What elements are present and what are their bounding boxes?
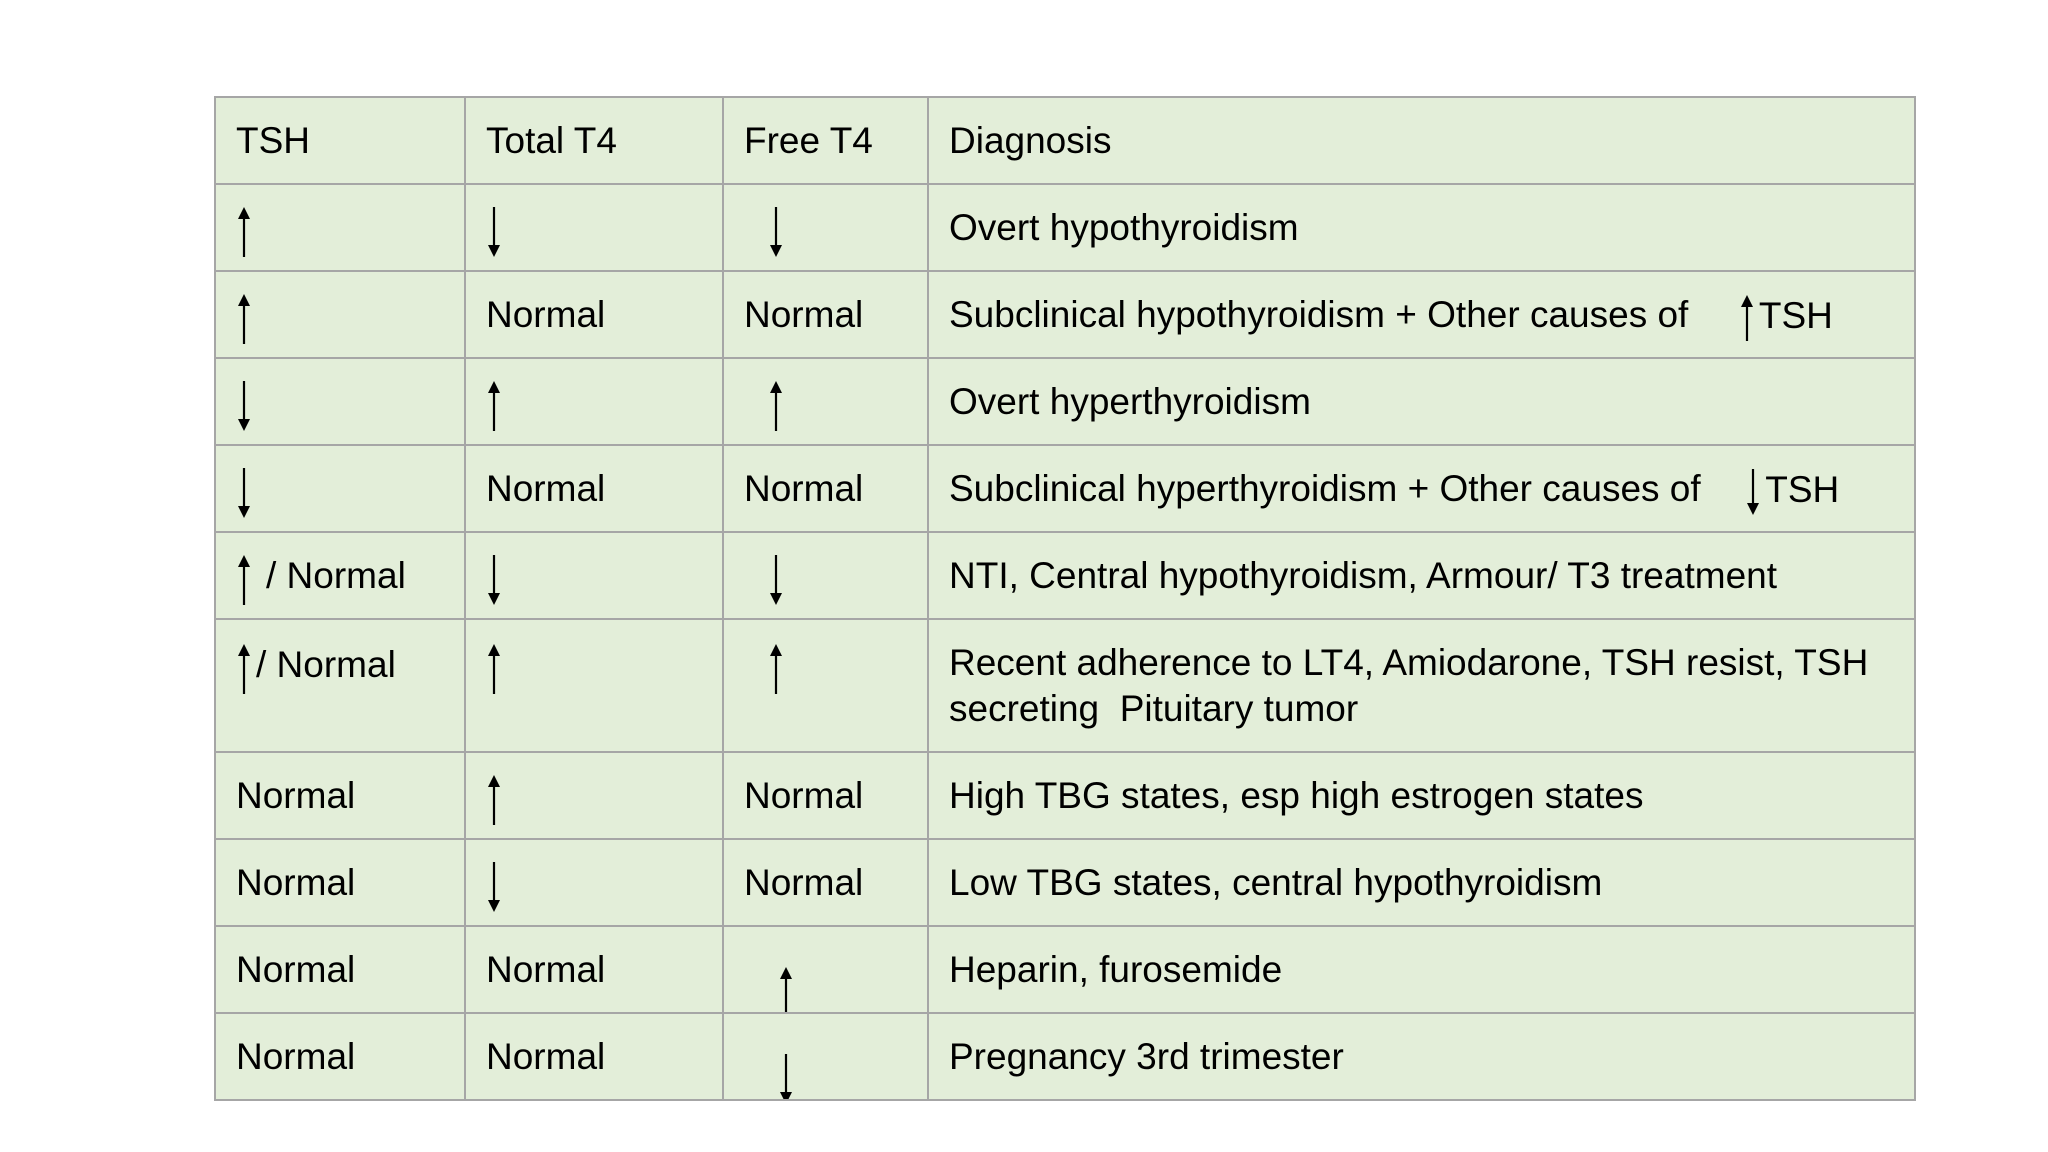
arrow-down-icon [486, 862, 502, 912]
diagnosis-suffix: TSH [1765, 468, 1840, 510]
arrow-up-icon [236, 555, 252, 605]
table-row [215, 445, 1915, 532]
table-row [215, 271, 1915, 358]
total-t4-cell [465, 358, 723, 445]
diagnosis-cell: Recent adherence to LT4, Amiodarone, TSH resist, TSH secreting Pituitary tumor [928, 619, 1915, 752]
total-t4-cell: Normal [465, 445, 723, 532]
arrow-down-icon [486, 207, 502, 257]
free-t4-cell: Normal [723, 839, 928, 926]
arrow-up-icon [1739, 295, 1755, 341]
header-diagnosis: Diagnosis [928, 97, 1915, 184]
arrow-up-icon [236, 294, 252, 344]
arrow-down-icon [1745, 469, 1761, 515]
table-row [215, 1013, 1915, 1100]
tsh-cell [215, 271, 465, 358]
thyroid-function-table [214, 96, 1916, 1101]
table-row [215, 839, 1915, 926]
table-row [215, 926, 1915, 1013]
diagnosis-cell [928, 271, 1915, 358]
free-t4-cell [723, 358, 928, 445]
diagnosis-cell: Pregnancy 3rd trimester [928, 1013, 1915, 1100]
total-t4-cell [465, 532, 723, 619]
arrow-up-icon [486, 775, 502, 825]
total-t4-cell: Normal [465, 926, 723, 1013]
diagnosis-cell: Low TBG states, central hypothyroidism [928, 839, 1915, 926]
arrow-up-icon [768, 381, 784, 431]
total-t4-cell [465, 184, 723, 271]
total-t4-cell: Normal [465, 271, 723, 358]
free-t4-cell: Normal [723, 271, 928, 358]
diagnosis-suffix: TSH [1758, 294, 1833, 336]
tsh-cell [215, 619, 465, 752]
free-t4-cell [723, 619, 928, 752]
diagnosis-cell: NTI, Central hypothyroidism, Armour/ T3 treatment [928, 532, 1915, 619]
tsh-indicator-text: / Normal [266, 554, 406, 596]
tsh-cell [215, 445, 465, 532]
free-t4-cell [723, 184, 928, 271]
arrow-down-icon [486, 555, 502, 605]
diagnosis-cell: Overt hyperthyroidism [928, 358, 1915, 445]
arrow-down-icon [236, 468, 252, 518]
total-t4-cell [465, 752, 723, 839]
diagnosis-text: Subclinical hypothyroidism + Other causes of [949, 294, 1689, 336]
tsh-cell: Normal [215, 839, 465, 926]
arrow-down-icon [768, 207, 784, 257]
total-t4-cell: Normal [465, 1013, 723, 1100]
header-total-t4: Total T4 [465, 97, 723, 184]
arrow-up-icon [236, 644, 252, 694]
diagnosis-cell: Heparin, furosemide [928, 926, 1915, 1013]
total-t4-cell [465, 619, 723, 752]
arrow-up-icon [768, 644, 784, 694]
tsh-cell: Normal [215, 752, 465, 839]
diagnosis-cell: Overt hypothyroidism [928, 184, 1915, 271]
table-row [215, 619, 1915, 752]
table-row [215, 752, 1915, 839]
arrow-up-icon [486, 644, 502, 694]
free-t4-cell [723, 532, 928, 619]
table-row [215, 184, 1915, 271]
tsh-indicator-text: / Normal [256, 644, 396, 686]
free-t4-cell: Normal [723, 752, 928, 839]
arrow-up-icon [236, 207, 252, 257]
tsh-cell: Normal [215, 926, 465, 1013]
arrow-down-icon [236, 381, 252, 431]
arrow-up-icon [486, 381, 502, 431]
arrow-up-icon [778, 967, 794, 1013]
total-t4-cell [465, 839, 723, 926]
diagnosis-cell: High TBG states, esp high estrogen states [928, 752, 1915, 839]
table-row [215, 532, 1915, 619]
tsh-cell: Normal [215, 1013, 465, 1100]
diagnosis-cell [928, 445, 1915, 532]
free-t4-cell: Normal [723, 445, 928, 532]
tsh-cell [215, 358, 465, 445]
free-t4-cell [723, 926, 928, 1013]
header-row [215, 97, 1915, 184]
table-row [215, 358, 1915, 445]
arrow-down-icon [768, 555, 784, 605]
tsh-cell [215, 532, 465, 619]
tsh-cell [215, 184, 465, 271]
header-free-t4: Free T4 [723, 97, 928, 184]
arrow-down-icon [778, 1054, 794, 1100]
free-t4-cell [723, 1013, 928, 1100]
header-tsh: TSH [215, 97, 465, 184]
diagnosis-text: Subclinical hyperthyroidism + Other causes of [949, 468, 1701, 510]
